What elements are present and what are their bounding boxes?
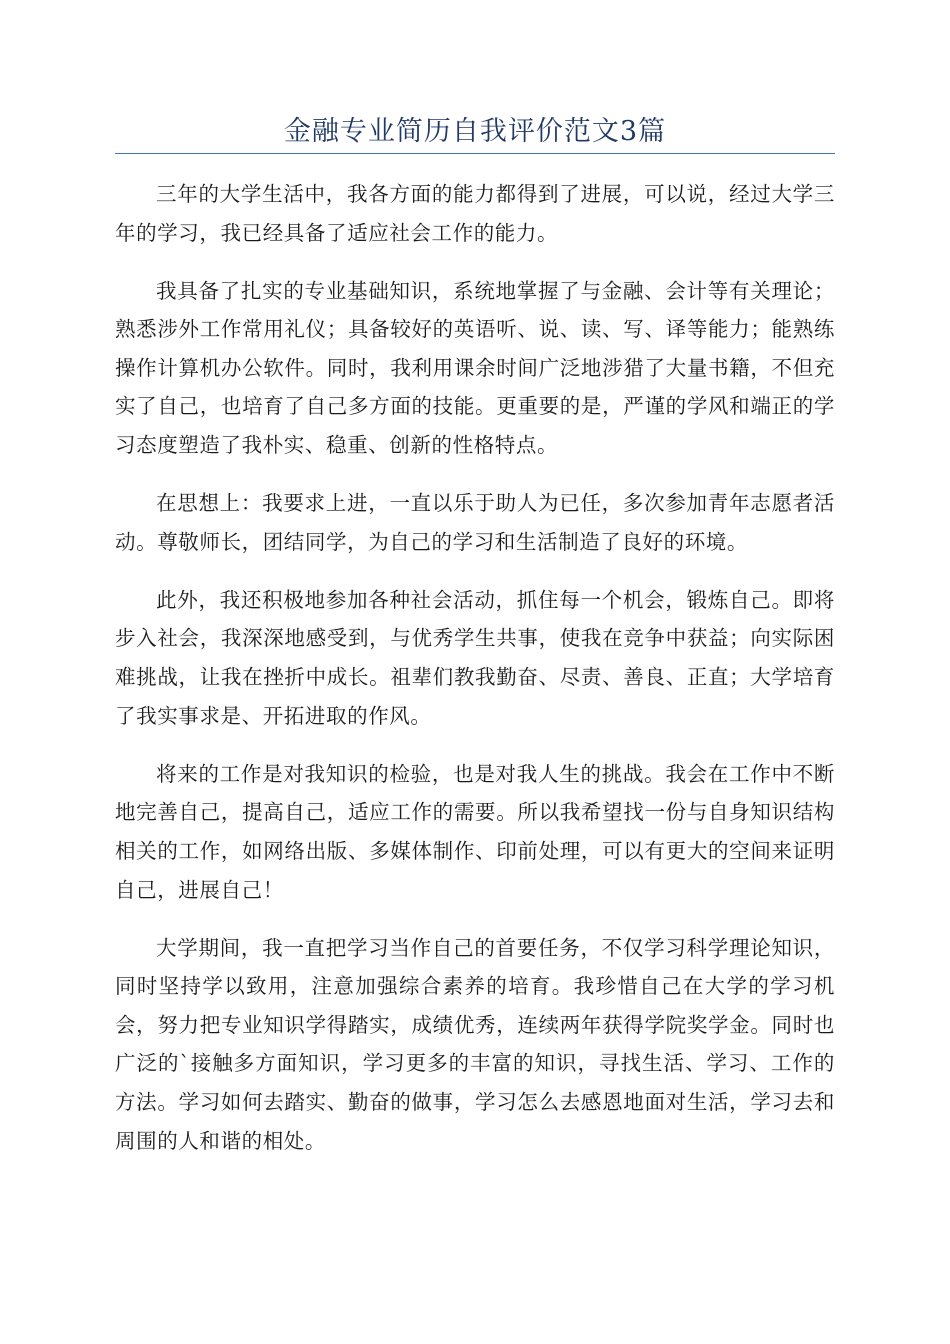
title-underline [115,153,835,154]
document-title: 金融专业简历自我评价范文3篇 [283,116,667,147]
paragraph-6: 大学期间，我一直把学习当作自己的首要任务，不仅学习科学理论知识，同时坚持学以致用，注意加强综合素养的培育。我珍惜自己在大学的学习机会，努力把专业知识学得踏实，成绩优秀，连续两年获得学院奖学金。同时也广泛的`接触多方面知识，学习更多的丰富的知识，寻找生活、学习、工作的方法。学习如何去踏实、勤奋的做事，学习怎么去感恩地面对生活，学习去和周围的人和谐的相处。 [115,935,835,1153]
paragraph-3: 在思想上：我要求上进，一直以乐于助人为已任，多次参加青年志愿者活动。尊敬师长，团结同学，为自己的学习和生活制造了良好的环境。 [115,491,835,554]
paragraph-5: 将来的工作是对我知识的检验，也是对我人生的挑战。我会在工作中不断地完善自己，提高自己，适应工作的需要。所以我希望找一份与自身知识结构相关的工作，如网络出版、多媒体制作、印前处理，可以有更大的空间来证明自己，进展自己！ [115,761,835,902]
paragraph-1: 三年的大学生活中，我各方面的能力都得到了进展，可以说，经过大学三年的学习，我已经具备了适应社会工作的能力。 [115,182,835,245]
paragraph-2: 我具备了扎实的专业基础知识，系统地掌握了与金融、会计等有关理论；熟悉涉外工作常用礼仪；具备较好的英语听、说、读、写、译等能力；能熟练操作计算机办公软件。同时，我利用课余时间广泛地涉猎了大量书籍，不但充实了自己，也培育了自己多方面的技能。更重要的是，严谨的学风和端正的学习态度塑造了我朴实、稳重、创新的性格特点。 [115,278,835,458]
paragraph-4: 此外，我还积极地参加各种社会活动，抓住每一个机会，锻炼自己。即将步入社会，我深深地感受到，与优秀学生共事，使我在竞争中获益；向实际困难挑战，让我在挫折中成长。祖辈们教我勤奋、尽责、善良、正直；大学培育了我实事求是、开拓进取的作风。 [115,587,835,728]
document-body [115,175,835,1180]
